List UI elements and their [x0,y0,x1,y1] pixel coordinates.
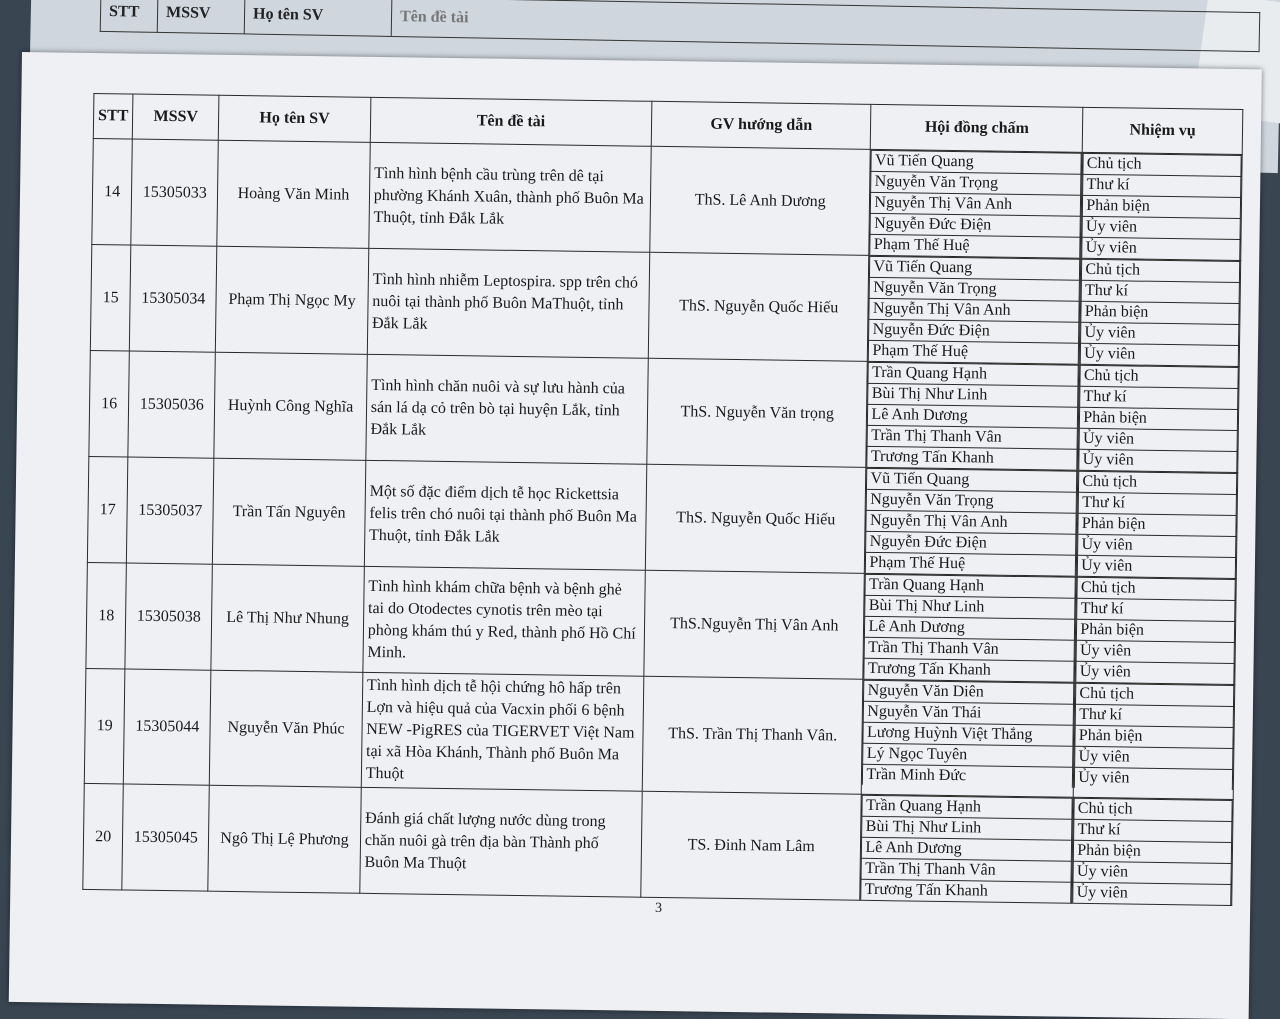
committee-member-role: Thư kí [1083,174,1241,197]
row-mssv: 15305037 [127,457,214,564]
prev-header-mssv: MSSV [157,0,245,34]
committee-role-list [1079,365,1239,472]
committee-role-row [1077,577,1235,600]
row-committee-members [865,467,1078,576]
committee-role-list [1080,259,1240,366]
header-advisor: GV hướng dẫn [651,101,871,149]
header-name: Họ tên SV [218,95,370,142]
committee-member-list [862,680,1074,788]
committee-member-row [868,383,1078,407]
committee-role-row [1075,746,1233,769]
row-topic: Tình hình dịch tễ hội chứng hô hấp trên Lợn và hiệu quả của Vacxin phối 6 bệnh NEW -PigRES của TIGERVET Việt Nam tại xã Hòa Khánh, Thành phố Buôn Ma Thuột [361,672,644,791]
committee-member-role: Ủy viên [1078,555,1236,578]
committee-member-row [868,404,1078,428]
committee-member-name: Nguyễn Thị Vân Anh [871,192,1081,216]
row-committee-members [860,794,1073,903]
committee-member-name: Trần Quang Hạnh [865,574,1075,598]
committee-member-role: Ủy viên [1073,861,1231,884]
committee-member-row [871,171,1081,195]
committee-member-name: Trần Thị Thanh Vân [868,425,1078,449]
row-committee-roles [1072,797,1233,905]
row-committee-roles [1074,682,1235,799]
committee-member-row [868,425,1078,449]
row-mssv: 15305033 [131,139,218,246]
row-committee-roles [1077,470,1238,578]
prev-header-name: Họ tên SV [244,0,392,36]
committee-role-row [1080,407,1238,430]
committee-role-row [1079,471,1237,494]
row-student-name: Huỳnh Công Nghĩa [214,352,367,460]
committee-member-name: Trương Tấn Khanh [864,658,1074,681]
committee-member-name: Bùi Thị Như Linh [865,595,1075,619]
committee-role-row [1081,301,1239,324]
committee-member-role: Ủy viên [1078,534,1236,557]
committee-role-row [1079,428,1237,451]
row-advisor: ThS. Lê Anh Dương [650,146,871,255]
committee-member-role: Phản biện [1083,195,1241,218]
row-student-name: Trần Tấn Nguyên [213,458,366,566]
committee-role-list [1077,471,1237,578]
committee-member-role: Ủy viên [1076,640,1234,663]
header-topic: Tên đề tài [370,97,652,146]
committee-role-row [1076,640,1234,663]
committee-member-row [864,658,1074,681]
committee-member-name: Lương Huỳnh Việt Thắng [863,722,1073,746]
row-advisor: TS. Đinh Nam Lâm [641,791,862,900]
table-row [87,456,1237,578]
committee-member-role: Ủy viên [1079,428,1237,451]
header-role: Nhiệm vụ [1083,107,1243,154]
committee-member-role: Thư kí [1077,598,1235,621]
row-student-name: Nguyễn Văn Phúc [209,670,362,787]
committee-member-row [871,150,1081,174]
committee-member-name: Nguyễn Đức Điện [871,213,1081,237]
row-topic: Một số đặc điểm dịch tễ học Rickettsia felis trên chó nuôi tại thành phố Buôn Ma Thuột, tỉnh Đắk Lắk [364,460,647,570]
committee-member-row [862,816,1072,840]
row-advisor: ThS. Nguyễn Quốc Hiếu [645,464,866,573]
header-committee: Hội đồng chấm [871,104,1083,152]
committee-role-row [1073,882,1231,905]
committee-member-name: Vũ Tiến Quang [871,150,1081,174]
committee-member-role: Ủy viên [1075,746,1233,769]
row-mssv: 15305034 [130,245,217,352]
committee-member-role: Phản biện [1081,301,1239,324]
committee-role-list [1074,683,1234,790]
row-advisor: ThS.Nguyễn Thị Vân Anh [644,570,865,679]
committee-member-role: Ủy viên [1081,343,1239,366]
committee-member-row [862,795,1072,819]
committee-member-row [867,468,1077,492]
row-mssv: 15305036 [128,351,215,458]
committee-member-role: Phản biện [1075,725,1233,748]
committee-member-row [863,764,1073,787]
committee-member-list [861,795,1073,903]
committee-member-role: Phản biện [1080,407,1238,430]
committee-role-row [1076,683,1234,706]
prev-header-topic: Tên đề tài [391,0,1260,52]
row-stt: 14 [92,139,133,246]
committee-role-row [1083,153,1241,176]
committee-member-name: Bùi Thị Như Linh [868,383,1078,407]
row-stt: 20 [83,783,124,890]
committee-member-row [869,340,1079,363]
committee-member-name: Trần Quang Hạnh [868,362,1078,386]
committee-member-list [870,150,1082,258]
page-number: 3 [654,900,663,917]
committee-role-row [1078,534,1236,557]
committee-member-role: Thư kí [1074,819,1232,842]
committee-member-name: Nguyễn Văn Trọng [867,489,1077,513]
row-topic: Đánh giá chất lượng nước dùng trong chăn nuôi gà trên địa bàn Thành phố Buôn Ma Thuột [360,787,643,897]
committee-member-name: Trần Quang Hạnh [862,795,1072,819]
committee-role-row [1082,216,1240,239]
committee-member-list [868,256,1080,364]
row-mssv: 15305044 [124,669,212,785]
committee-role-row [1076,661,1234,684]
committee-role-row [1081,280,1239,303]
committee-member-row [871,192,1081,216]
row-committee-members [863,573,1076,682]
committee-member-role: Ủy viên [1075,767,1233,790]
committee-member-row [865,616,1075,640]
committee-member-row [868,362,1078,386]
committee-role-row [1083,195,1241,218]
committee-role-row [1077,619,1235,642]
committee-role-list [1076,577,1236,684]
committee-member-row [862,837,1072,861]
table-body [83,139,1242,906]
committee-member-name: Trần Thị Thanh Vân [861,858,1071,882]
committee-member-role: Phản biện [1074,840,1232,863]
committee-role-row [1083,174,1241,197]
committee-member-name: Bùi Thị Như Linh [862,816,1072,840]
committee-member-role: Ủy viên [1082,216,1240,239]
committee-member-role: Thư kí [1078,492,1236,515]
prev-header-stt: STT [100,0,158,32]
committee-member-row [867,446,1077,469]
committee-member-name: Nguyễn Văn Trọng [870,277,1080,301]
committee-member-row [870,256,1080,280]
row-student-name: Lê Thị Như Nhung [211,564,364,672]
committee-member-role: Ủy viên [1081,322,1239,345]
committee-member-row [870,234,1080,257]
committee-member-role: Phản biện [1078,513,1236,536]
committee-role-row [1075,767,1233,790]
committee-member-list [865,468,1077,576]
committee-member-name: Lê Anh Dương [865,616,1075,640]
row-committee-roles [1080,258,1241,366]
committee-role-row [1078,555,1236,578]
committee-member-row [861,858,1071,882]
committee-member-name: Nguyễn Đức Điện [866,531,1076,555]
committee-member-role: Ủy viên [1076,661,1234,684]
committee-member-name: Nguyễn Văn Diên [864,680,1074,704]
committee-member-name: Lý Ngọc Tuyên [863,743,1073,767]
committee-member-role: Chủ tịch [1079,471,1237,494]
committee-member-role: Chủ tịch [1077,577,1235,600]
committee-member-row [867,489,1077,513]
committee-member-row [861,879,1071,902]
row-student-name: Phạm Thị Ngọc My [216,246,369,354]
row-committee-roles [1078,364,1239,472]
committee-role-row [1081,343,1239,366]
table-row [90,244,1240,366]
row-stt: 17 [87,456,128,563]
committee-member-role: Ủy viên [1079,449,1237,472]
committee-member-name: Lê Anh Dương [868,404,1078,428]
committee-member-row [863,722,1073,746]
committee-member-row [866,531,1076,555]
table-row [83,783,1233,905]
row-advisor: ThS. Nguyễn Quốc Hiếu [648,252,869,361]
table-row [92,139,1242,261]
row-committee-members [862,679,1075,797]
committee-member-role: Thư kí [1081,280,1239,303]
committee-member-row [865,595,1075,619]
committee-member-row [871,213,1081,237]
committee-member-name: Trần Minh Đức [863,764,1073,787]
committee-member-row [864,680,1074,704]
row-topic: Tình hình khám chữa bệnh và bệnh ghẻ tai do Otodectes cynotis trên mèo tại phòng khám thú y Red, thành phố Hồ Chí Minh. [363,566,646,676]
committee-role-row [1074,840,1232,863]
row-mssv: 15305045 [122,784,209,891]
committee-member-name: Lê Anh Dương [862,837,1072,861]
committee-member-role: Chủ tịch [1080,365,1238,388]
committee-member-name: Nguyễn Đức Điện [869,319,1079,343]
committee-member-name: Nguyễn Thị Vân Anh [869,298,1079,322]
committee-member-name: Trần Thị Thanh Vân [865,637,1075,661]
committee-member-role: Thư kí [1080,386,1238,409]
committee-role-row [1074,819,1232,842]
committee-member-name: Nguyễn Thị Vân Anh [866,510,1076,534]
table-row [89,350,1239,472]
committee-role-row [1074,798,1232,821]
committee-member-name: Nguyễn Văn Trọng [871,171,1081,195]
committee-role-row [1080,365,1238,388]
committee-role-row [1073,861,1231,884]
committee-member-name: Phạm Thế Huệ [866,552,1076,575]
committee-role-row [1075,725,1233,748]
row-stt: 19 [84,668,125,784]
table-row [84,668,1234,799]
committee-role-row [1076,704,1234,727]
table-row [86,562,1236,684]
committee-member-row [865,637,1075,661]
committee-member-list [864,574,1076,682]
row-advisor: ThS. Nguyễn Văn trọng [647,358,868,467]
committee-role-row [1077,598,1235,621]
committee-role-list [1082,153,1242,260]
row-student-name: Ngô Thị Lệ Phương [208,785,361,893]
row-committee-members [869,149,1082,258]
committee-member-name: Vũ Tiến Quang [867,468,1077,492]
row-advisor: ThS. Trần Thị Thanh Vân. [642,676,863,794]
committee-member-name: Phạm Thế Huệ [869,340,1079,363]
row-stt: 16 [89,350,130,457]
header-stt: STT [93,94,133,140]
row-topic: Tình hình bệnh cầu trùng trên dê tại phường Khánh Xuân, thành phố Buôn Ma Thuột, tỉnh Đắk Lắk [369,142,652,252]
row-topic: Tình hình nhiễm Leptospira. spp trên chó nuôi tại thành phố Buôn MaThuột, tỉnh Đắk Lắk [367,248,650,358]
committee-role-row [1081,322,1239,345]
committee-member-role: Thư kí [1076,704,1234,727]
committee-member-role: Chủ tịch [1076,683,1234,706]
committee-member-role: Ủy viên [1082,237,1240,260]
committee-member-role: Chủ tịch [1074,798,1232,821]
committee-member-name: Trương Tấn Khanh [867,446,1077,469]
committee-member-list [867,362,1079,470]
committee-role-row [1079,449,1237,472]
committee-member-name: Phạm Thế Huệ [870,234,1080,257]
committee-member-row [863,743,1073,767]
committee-member-role: Phản biện [1077,619,1235,642]
header-mssv: MSSV [133,94,220,140]
committee-role-row [1078,492,1236,515]
row-mssv: 15305038 [125,563,212,670]
row-committee-roles [1075,576,1236,684]
thesis-committee-table [82,93,1243,906]
row-stt: 18 [86,562,127,669]
row-topic: Tình hình chăn nuôi và sự lưu hành của sán lá dạ cỏ trên bò tại huyện Lắk, tỉnh Đắk Lắk [366,354,649,464]
committee-member-row [865,574,1075,598]
row-stt: 15 [90,244,131,351]
committee-role-row [1078,513,1236,536]
committee-member-name: Nguyễn Văn Thái [864,701,1074,725]
row-committee-roles [1081,152,1242,260]
committee-role-list [1073,798,1233,905]
committee-member-name: Trương Tấn Khanh [861,879,1071,902]
committee-member-role: Chủ tịch [1082,259,1240,282]
row-committee-members [868,255,1081,364]
committee-member-row [870,277,1080,301]
committee-role-row [1082,259,1240,282]
committee-member-row [866,510,1076,534]
committee-member-row [864,701,1074,725]
committee-member-role: Chủ tịch [1083,153,1241,176]
committee-member-role: Ủy viên [1073,882,1231,905]
committee-member-row [869,298,1079,322]
committee-role-row [1080,386,1238,409]
committee-member-name: Vũ Tiến Quang [870,256,1080,280]
committee-member-row [866,552,1076,575]
row-committee-members [866,361,1079,470]
committee-member-row [869,319,1079,343]
row-student-name: Hoàng Văn Minh [217,140,370,248]
committee-role-row [1082,237,1240,260]
document-page [9,52,1262,1019]
